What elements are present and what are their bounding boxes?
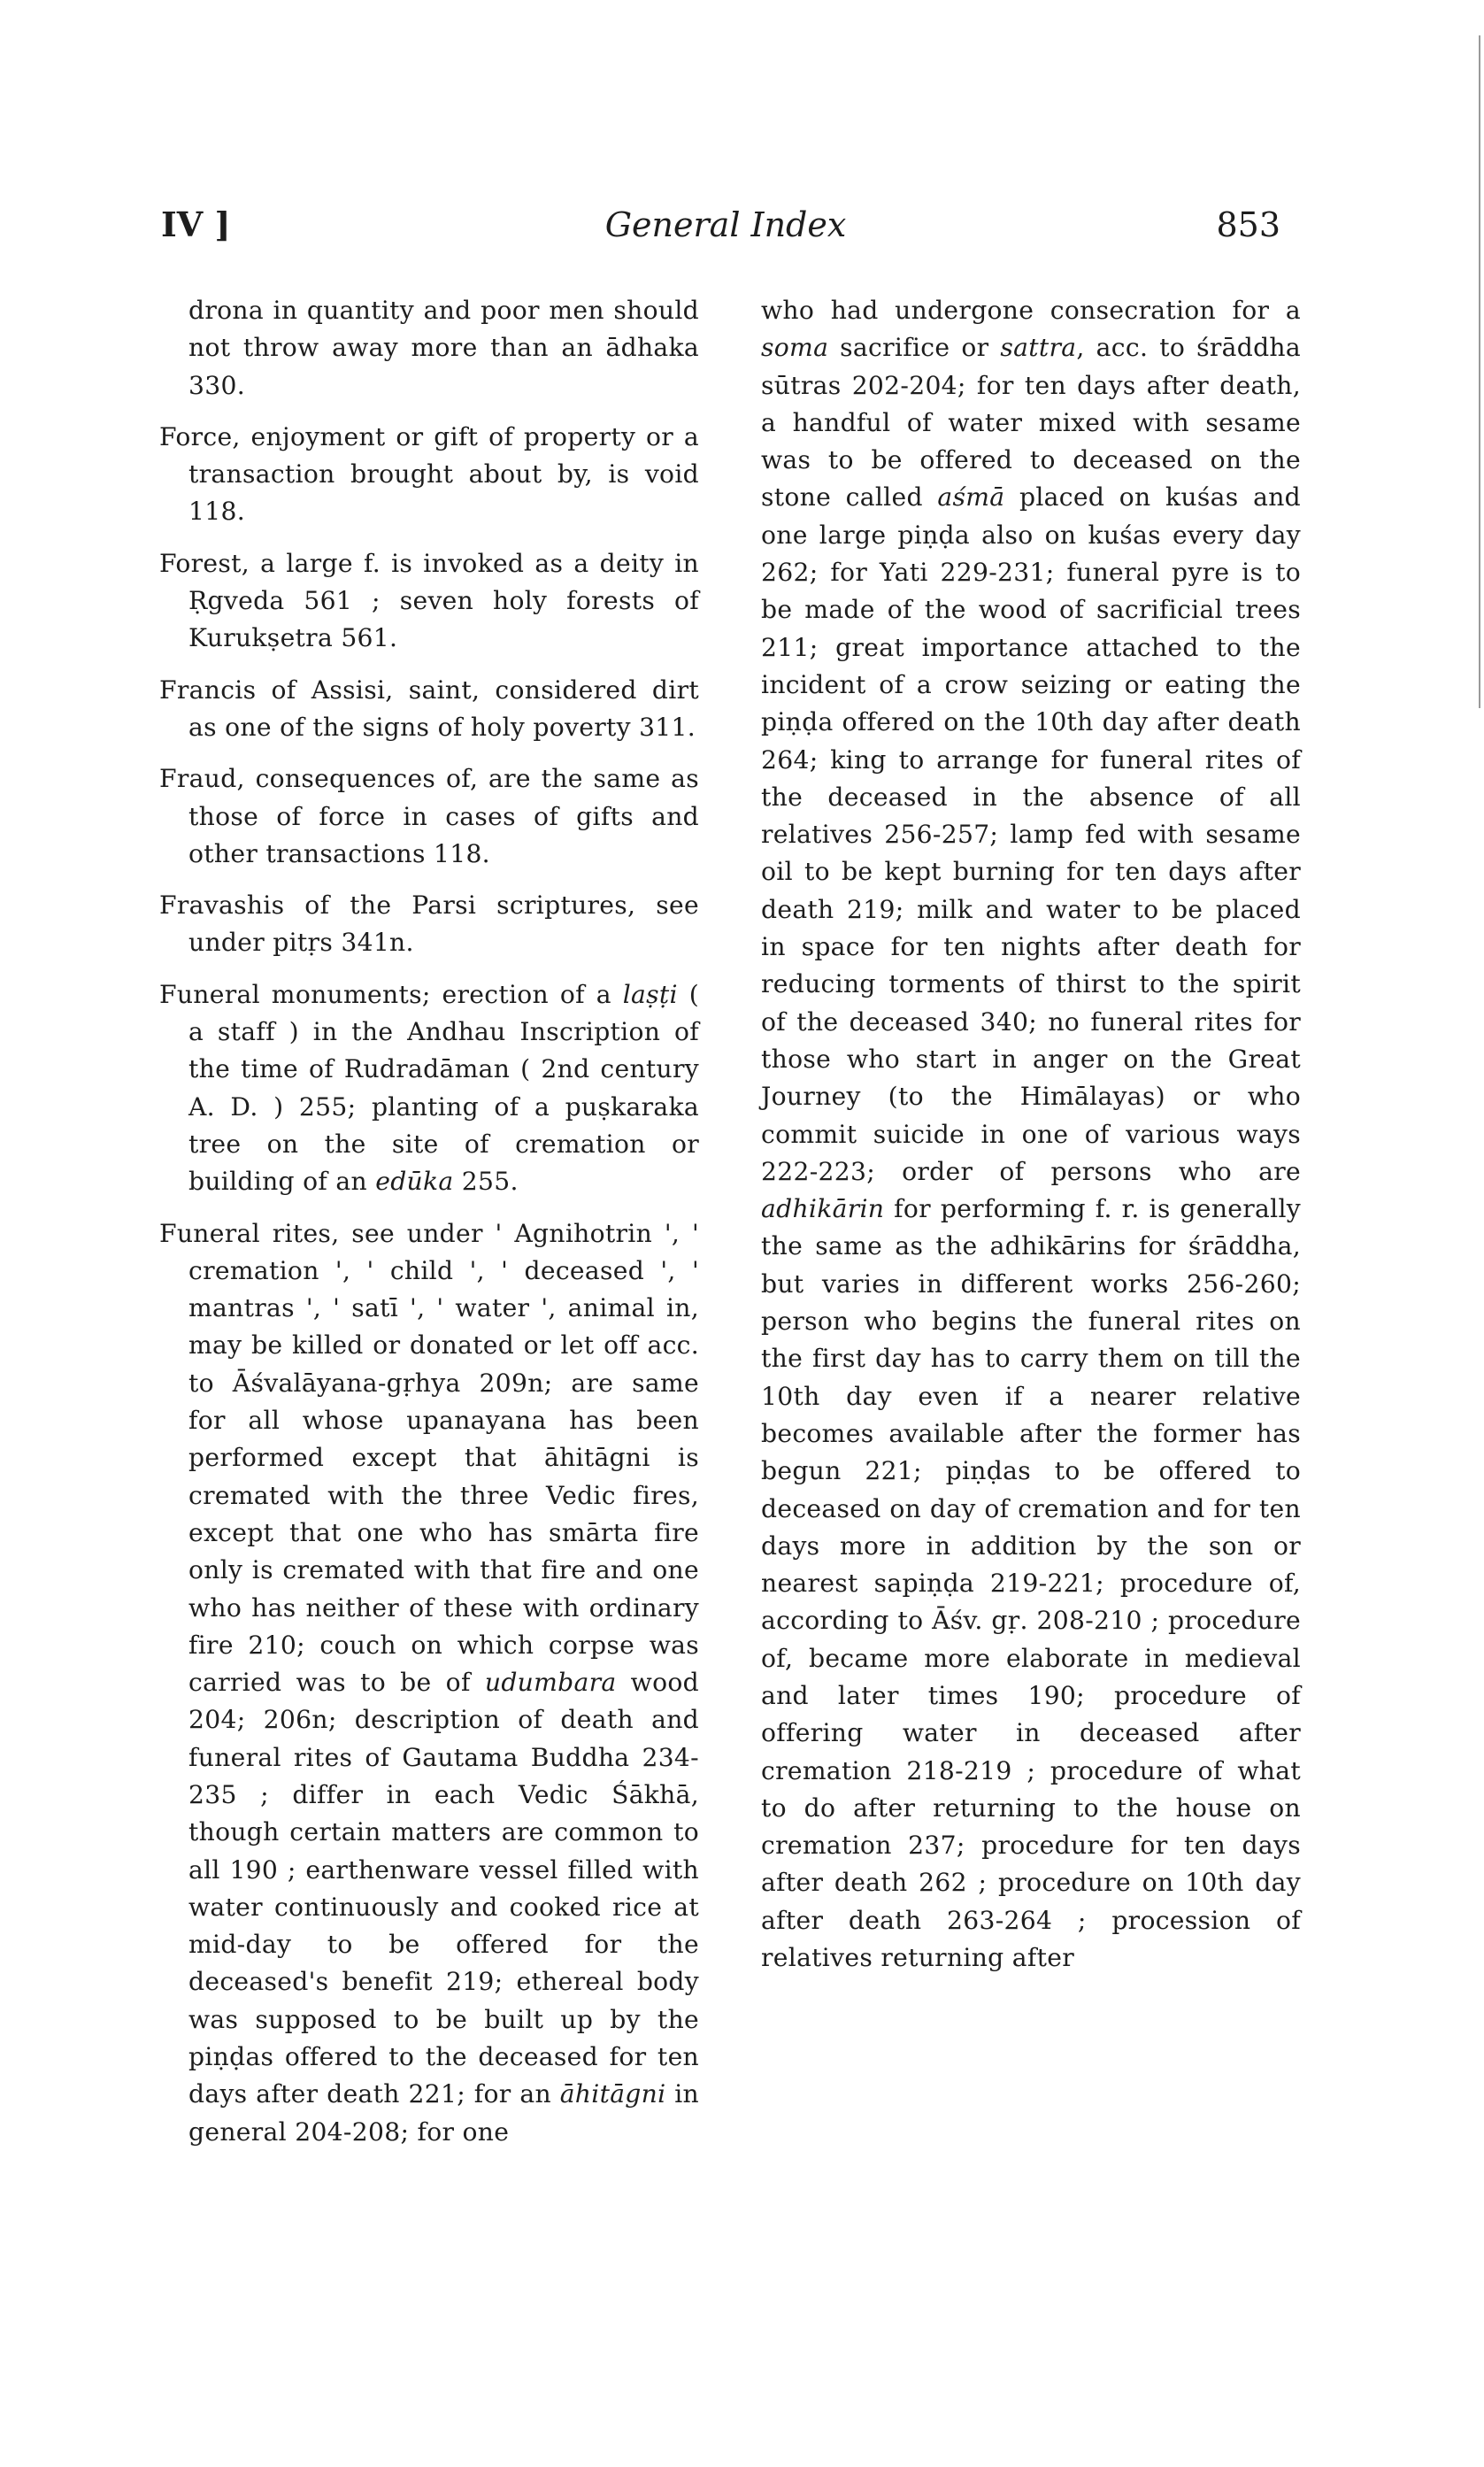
index-entry [159,1215,699,2151]
italic-term: edūka [375,1167,454,1197]
entry-text: drona in quantity and poor men should not throw away more than an ādhaka 330. [188,296,699,400]
index-entry [159,976,699,1201]
right-column [761,292,1301,1991]
entry-text: Forest, a large f. is invoked as a deity in Ṛgveda 561 ; seven holy forests of Kurukṣetra 561. [159,548,699,653]
entry-text: for performing f. r. is generally the same as the adhikārins for śrāddha, but varies in different works 256-260; person who begins the funeral rites on the first day has to carry them on till the 10th day even if a nearer relative becomes available after the former has begun 221; piṇḍas to be offered to deceased on day of cremation and for ten days more in addition by the son or nearest sapiṇḍa 219-221; procedure of, according to Āśv. gṛ. 208-210 ; procedure of, became more elaborate in medieval and later times 190; procedure of offering water in deceased after cremation 218-219 ; procedure of what to do after returning to the house on cremation 237; procedure for ten days after death 262 ; procedure on 10th day after death 263-264 ; procession of relatives returning after [761,1194,1301,1973]
italic-term: udumbara [484,1668,617,1698]
index-entry [159,545,699,658]
index-entry [159,760,699,873]
italic-term: soma [761,333,829,363]
page-number: 853 [1216,205,1280,244]
italic-term: adhikārin [761,1194,885,1224]
entry-text: placed on kuśas and one large piṇḍa also on kuśas every day 262; for Yati 229-231; funeral pyre is to be made of the wood of sacrificial trees 211; great importance attached to the incident of a crow seizing or eating the piṇḍa offered on the 10th day after death 264; king to arrange for funeral rites of the deceased in the absence of all relatives 256-257; lamp fed with sesame oil to be kept burning for ten days after death 219; milk and water to be placed in space for ten nights after death for reducing torments of thirst to the spirit of the deceased 340; no funeral rites for those who start in anger on the Great Journey (to the Himālayas) or who commit suicide in one of various ways 222-223; order of persons who are [761,482,1301,1186]
entry-text: Francis of Assisi, saint, considered dirt as one of the signs of holy poverty 311. [159,675,699,742]
entry-text: sacrifice or [828,333,1001,363]
index-entry [761,292,1301,1977]
entry-text: , acc. to śrāddha sūtras 202-204; for ten days after death, a handful of water mixed with sesame was to be offered to deceased on the stone called [761,333,1301,513]
entry-text: Fravashis of the Parsi scriptures, see under pitṛs 341n. [159,890,699,958]
index-entry [159,672,699,747]
italic-term: āhitāgni [559,2079,666,2109]
index-entry [159,419,699,531]
italic-term: aśmā [937,482,1005,513]
entry-text: Funeral rites, see under ' Agnihotrin ', ' cremation ', ' child ', ' deceased ', ' mantras ', ' satī ', ' water ', animal in, may be killed or donated or let off acc. to Āśvalāyana-gṛhya 209n; are same for all whose upanayana has been performed except that āhitāgni is cremated with the three Vedic fires, except that one who has smārta fire only is cremated with that fire and one who has neither of these with ordinary fire 210; couch on which corpse was carried was to be of [159,1218,699,1698]
entry-text: ( a staff ) in the Andhau Inscription of the time of Rudradāman ( 2nd century A. D. ) 255; planting of a puṣkaraka tree on the site of cremation or building of an [188,979,699,1197]
entry-text: Funeral monuments; erection of a [159,979,623,1009]
italic-term: laṣṭi [622,979,678,1009]
index-entry [159,292,699,405]
index-entry [159,887,699,962]
page-title: General Index [604,205,847,244]
page-edge-line [1479,35,1480,708]
entry-text: Fraud, consequences of, are the same as those of force in cases of gifts and other transactions 118. [159,764,699,868]
italic-term: sattra [1000,333,1077,363]
section-number: IV ] [161,204,231,244]
entry-text: wood 204; 206n; description of death and funeral rites of Gautama Buddha 234-235 ; differ in each Vedic Śākhā, though certain matters are common to all 190 ; earthenware vessel filled with water continuously and cooked rice at mid-day to be offered for the deceased's benefit 219; ethereal body was supposed to be built up by the piṇḍas offered to the deceased for ten days after death 221; for an [188,1668,699,2109]
entry-text: in general 204-208; for one [188,2079,699,2147]
left-column [159,292,699,2165]
entry-text: Force, enjoyment or gift of property or a transaction brought about by, is void 118. [159,421,699,527]
entry-text: 255. [453,1167,519,1197]
entry-text: who had undergone consecration for a [761,296,1301,325]
